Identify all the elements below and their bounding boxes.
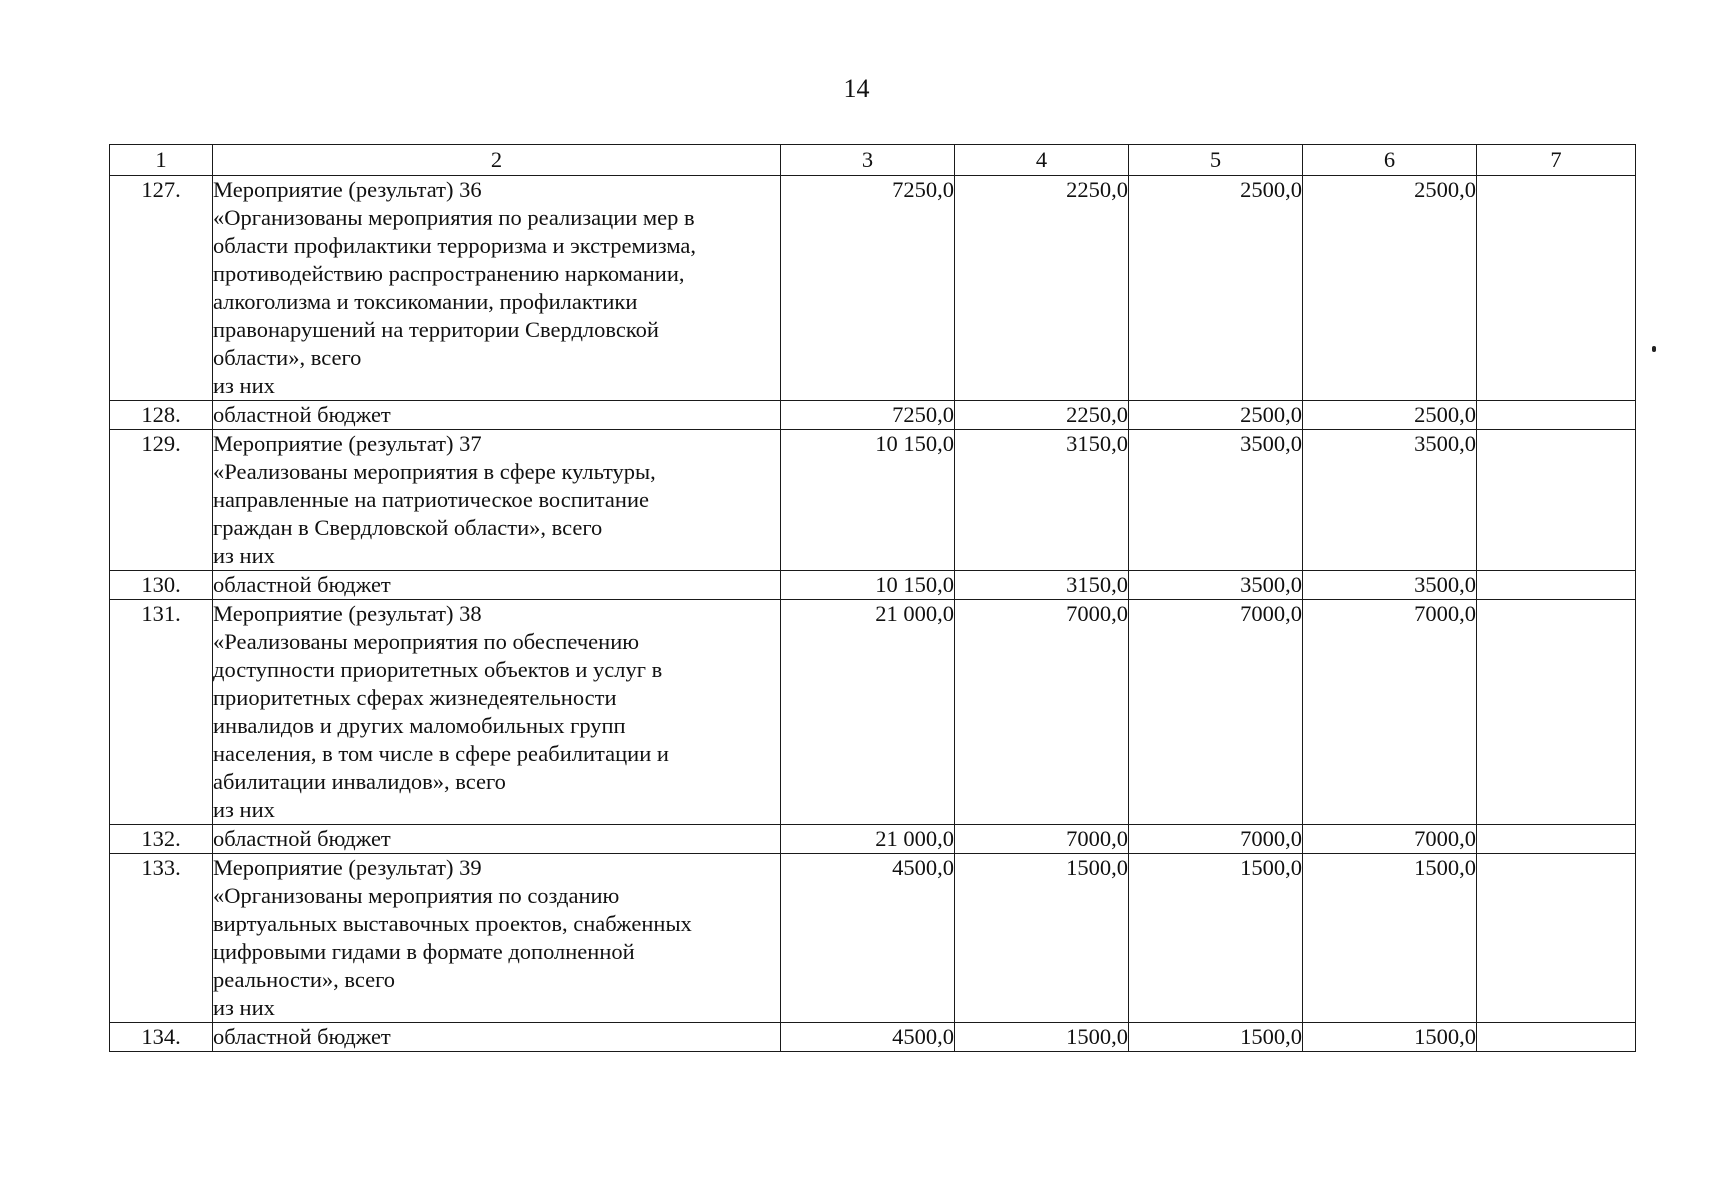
- value-cell-c3: 21 000,0: [781, 600, 955, 825]
- row-name-cell: [213, 854, 781, 1023]
- row-name-line: областной бюджет: [213, 826, 391, 851]
- header-col-7: 7: [1477, 145, 1636, 176]
- budget-table: [109, 144, 1636, 1052]
- row-number-cell: 128.: [110, 401, 213, 430]
- value-cell-c3: 4500,0: [781, 1023, 955, 1052]
- row-name-line: правонарушений на территории Свердловской: [213, 317, 659, 342]
- value-cell-c6: 1500,0: [1303, 854, 1477, 1023]
- row-name-cell: [213, 825, 781, 854]
- header-col-2: 2: [213, 145, 781, 176]
- value-cell-c6: 3500,0: [1303, 430, 1477, 571]
- row-name-line: населения, в том числе в сфере реабилитации и: [213, 741, 669, 766]
- row-name-line: из них: [213, 995, 275, 1020]
- row-name-line: областной бюджет: [213, 1024, 391, 1049]
- header-row: [110, 145, 1636, 176]
- value-cell-c7: [1477, 571, 1636, 600]
- value-cell-c5: 7000,0: [1129, 825, 1303, 854]
- row-name-line: «Организованы мероприятия по созданию: [213, 883, 620, 908]
- value-cell-c3: 7250,0: [781, 401, 955, 430]
- row-number-cell: 132.: [110, 825, 213, 854]
- row-name-line: области», всего: [213, 345, 362, 370]
- value-cell-c5: 2500,0: [1129, 176, 1303, 401]
- row-name-line: направленные на патриотическое воспитание: [213, 487, 649, 512]
- header-col-1: 1: [110, 145, 213, 176]
- table-row: [110, 854, 1636, 1023]
- value-cell-c4: 3150,0: [955, 430, 1129, 571]
- row-number-cell: 134.: [110, 1023, 213, 1052]
- value-cell-c6: 7000,0: [1303, 825, 1477, 854]
- header-col-5: 5: [1129, 145, 1303, 176]
- row-name-line: приоритетных сферах жизнедеятельности: [213, 685, 617, 710]
- row-name-cell: [213, 401, 781, 430]
- value-cell-c4: 7000,0: [955, 825, 1129, 854]
- row-name-line: областной бюджет: [213, 572, 391, 597]
- value-cell-c3: 10 150,0: [781, 430, 955, 571]
- header-col-6: 6: [1303, 145, 1477, 176]
- row-name-line: цифровыми гидами в формате дополненной: [213, 939, 635, 964]
- value-cell-c6: 7000,0: [1303, 600, 1477, 825]
- row-name-line: Мероприятие (результат) 37: [213, 431, 482, 456]
- value-cell-c4: 7000,0: [955, 600, 1129, 825]
- value-cell-c5: 1500,0: [1129, 854, 1303, 1023]
- value-cell-c7: [1477, 854, 1636, 1023]
- value-cell-c5: 3500,0: [1129, 571, 1303, 600]
- value-cell-c3: 21 000,0: [781, 825, 955, 854]
- value-cell-c6: 2500,0: [1303, 401, 1477, 430]
- row-name-line: реальности», всего: [213, 967, 396, 992]
- value-cell-c3: 7250,0: [781, 176, 955, 401]
- row-name-line: алкоголизма и токсикомании, профилактики: [213, 289, 638, 314]
- row-name-line: Мероприятие (результат) 38: [213, 601, 482, 626]
- table-row: [110, 176, 1636, 401]
- value-cell-c3: 4500,0: [781, 854, 955, 1023]
- row-name-line: доступности приоритетных объектов и услуг в: [213, 657, 663, 682]
- value-cell-c4: 2250,0: [955, 401, 1129, 430]
- page-number: 14: [843, 74, 870, 103]
- value-cell-c7: [1477, 401, 1636, 430]
- row-number-cell: 127.: [110, 176, 213, 401]
- value-cell-c4: 2250,0: [955, 176, 1129, 401]
- table-row: [110, 600, 1636, 825]
- row-name-line: из них: [213, 797, 275, 822]
- table-row: [110, 571, 1636, 600]
- row-name-line: из них: [213, 543, 275, 568]
- row-name-line: инвалидов и других маломобильных групп: [213, 713, 626, 738]
- table-row: [110, 430, 1636, 571]
- row-name-line: области профилактики терроризма и экстремизма,: [213, 233, 697, 258]
- value-cell-c7: [1477, 825, 1636, 854]
- row-name-line: Мероприятие (результат) 36: [213, 177, 482, 202]
- table-row: [110, 1023, 1636, 1052]
- row-number-cell: 133.: [110, 854, 213, 1023]
- row-name-cell: [213, 571, 781, 600]
- row-name-cell: [213, 600, 781, 825]
- row-name-line: граждан в Свердловской области», всего: [213, 515, 603, 540]
- row-number-cell: 130.: [110, 571, 213, 600]
- header-col-4: 4: [955, 145, 1129, 176]
- value-cell-c7: [1477, 176, 1636, 401]
- table-body: [110, 176, 1636, 1052]
- table-row: [110, 401, 1636, 430]
- row-name-line: областной бюджет: [213, 402, 391, 427]
- row-number-cell: 129.: [110, 430, 213, 571]
- scan-speck: [1652, 346, 1656, 352]
- table-header: [110, 145, 1636, 176]
- row-name-line: «Организованы мероприятия по реализации мер в: [213, 205, 695, 230]
- row-name-cell: [213, 176, 781, 401]
- value-cell-c7: [1477, 430, 1636, 571]
- row-name-line: «Реализованы мероприятия по обеспечению: [213, 629, 640, 654]
- row-name-line: абилитации инвалидов», всего: [213, 769, 506, 794]
- value-cell-c6: 2500,0: [1303, 176, 1477, 401]
- row-name-cell: [213, 1023, 781, 1052]
- value-cell-c5: 7000,0: [1129, 600, 1303, 825]
- row-name-line: Мероприятие (результат) 39: [213, 855, 482, 880]
- value-cell-c6: 1500,0: [1303, 1023, 1477, 1052]
- row-number-cell: 131.: [110, 600, 213, 825]
- row-name-line: из них: [213, 373, 275, 398]
- row-name-line: противодействию распространению наркомании,: [213, 261, 685, 286]
- value-cell-c5: 3500,0: [1129, 430, 1303, 571]
- value-cell-c5: 1500,0: [1129, 1023, 1303, 1052]
- value-cell-c5: 2500,0: [1129, 401, 1303, 430]
- header-col-3: 3: [781, 145, 955, 176]
- value-cell-c4: 1500,0: [955, 1023, 1129, 1052]
- row-name-line: виртуальных выставочных проектов, снабженных: [213, 911, 692, 936]
- row-name-cell: [213, 430, 781, 571]
- value-cell-c4: 3150,0: [955, 571, 1129, 600]
- value-cell-c4: 1500,0: [955, 854, 1129, 1023]
- row-name-line: «Реализованы мероприятия в сфере культуры,: [213, 459, 656, 484]
- table-row: [110, 825, 1636, 854]
- value-cell-c7: [1477, 600, 1636, 825]
- value-cell-c3: 10 150,0: [781, 571, 955, 600]
- value-cell-c6: 3500,0: [1303, 571, 1477, 600]
- value-cell-c7: [1477, 1023, 1636, 1052]
